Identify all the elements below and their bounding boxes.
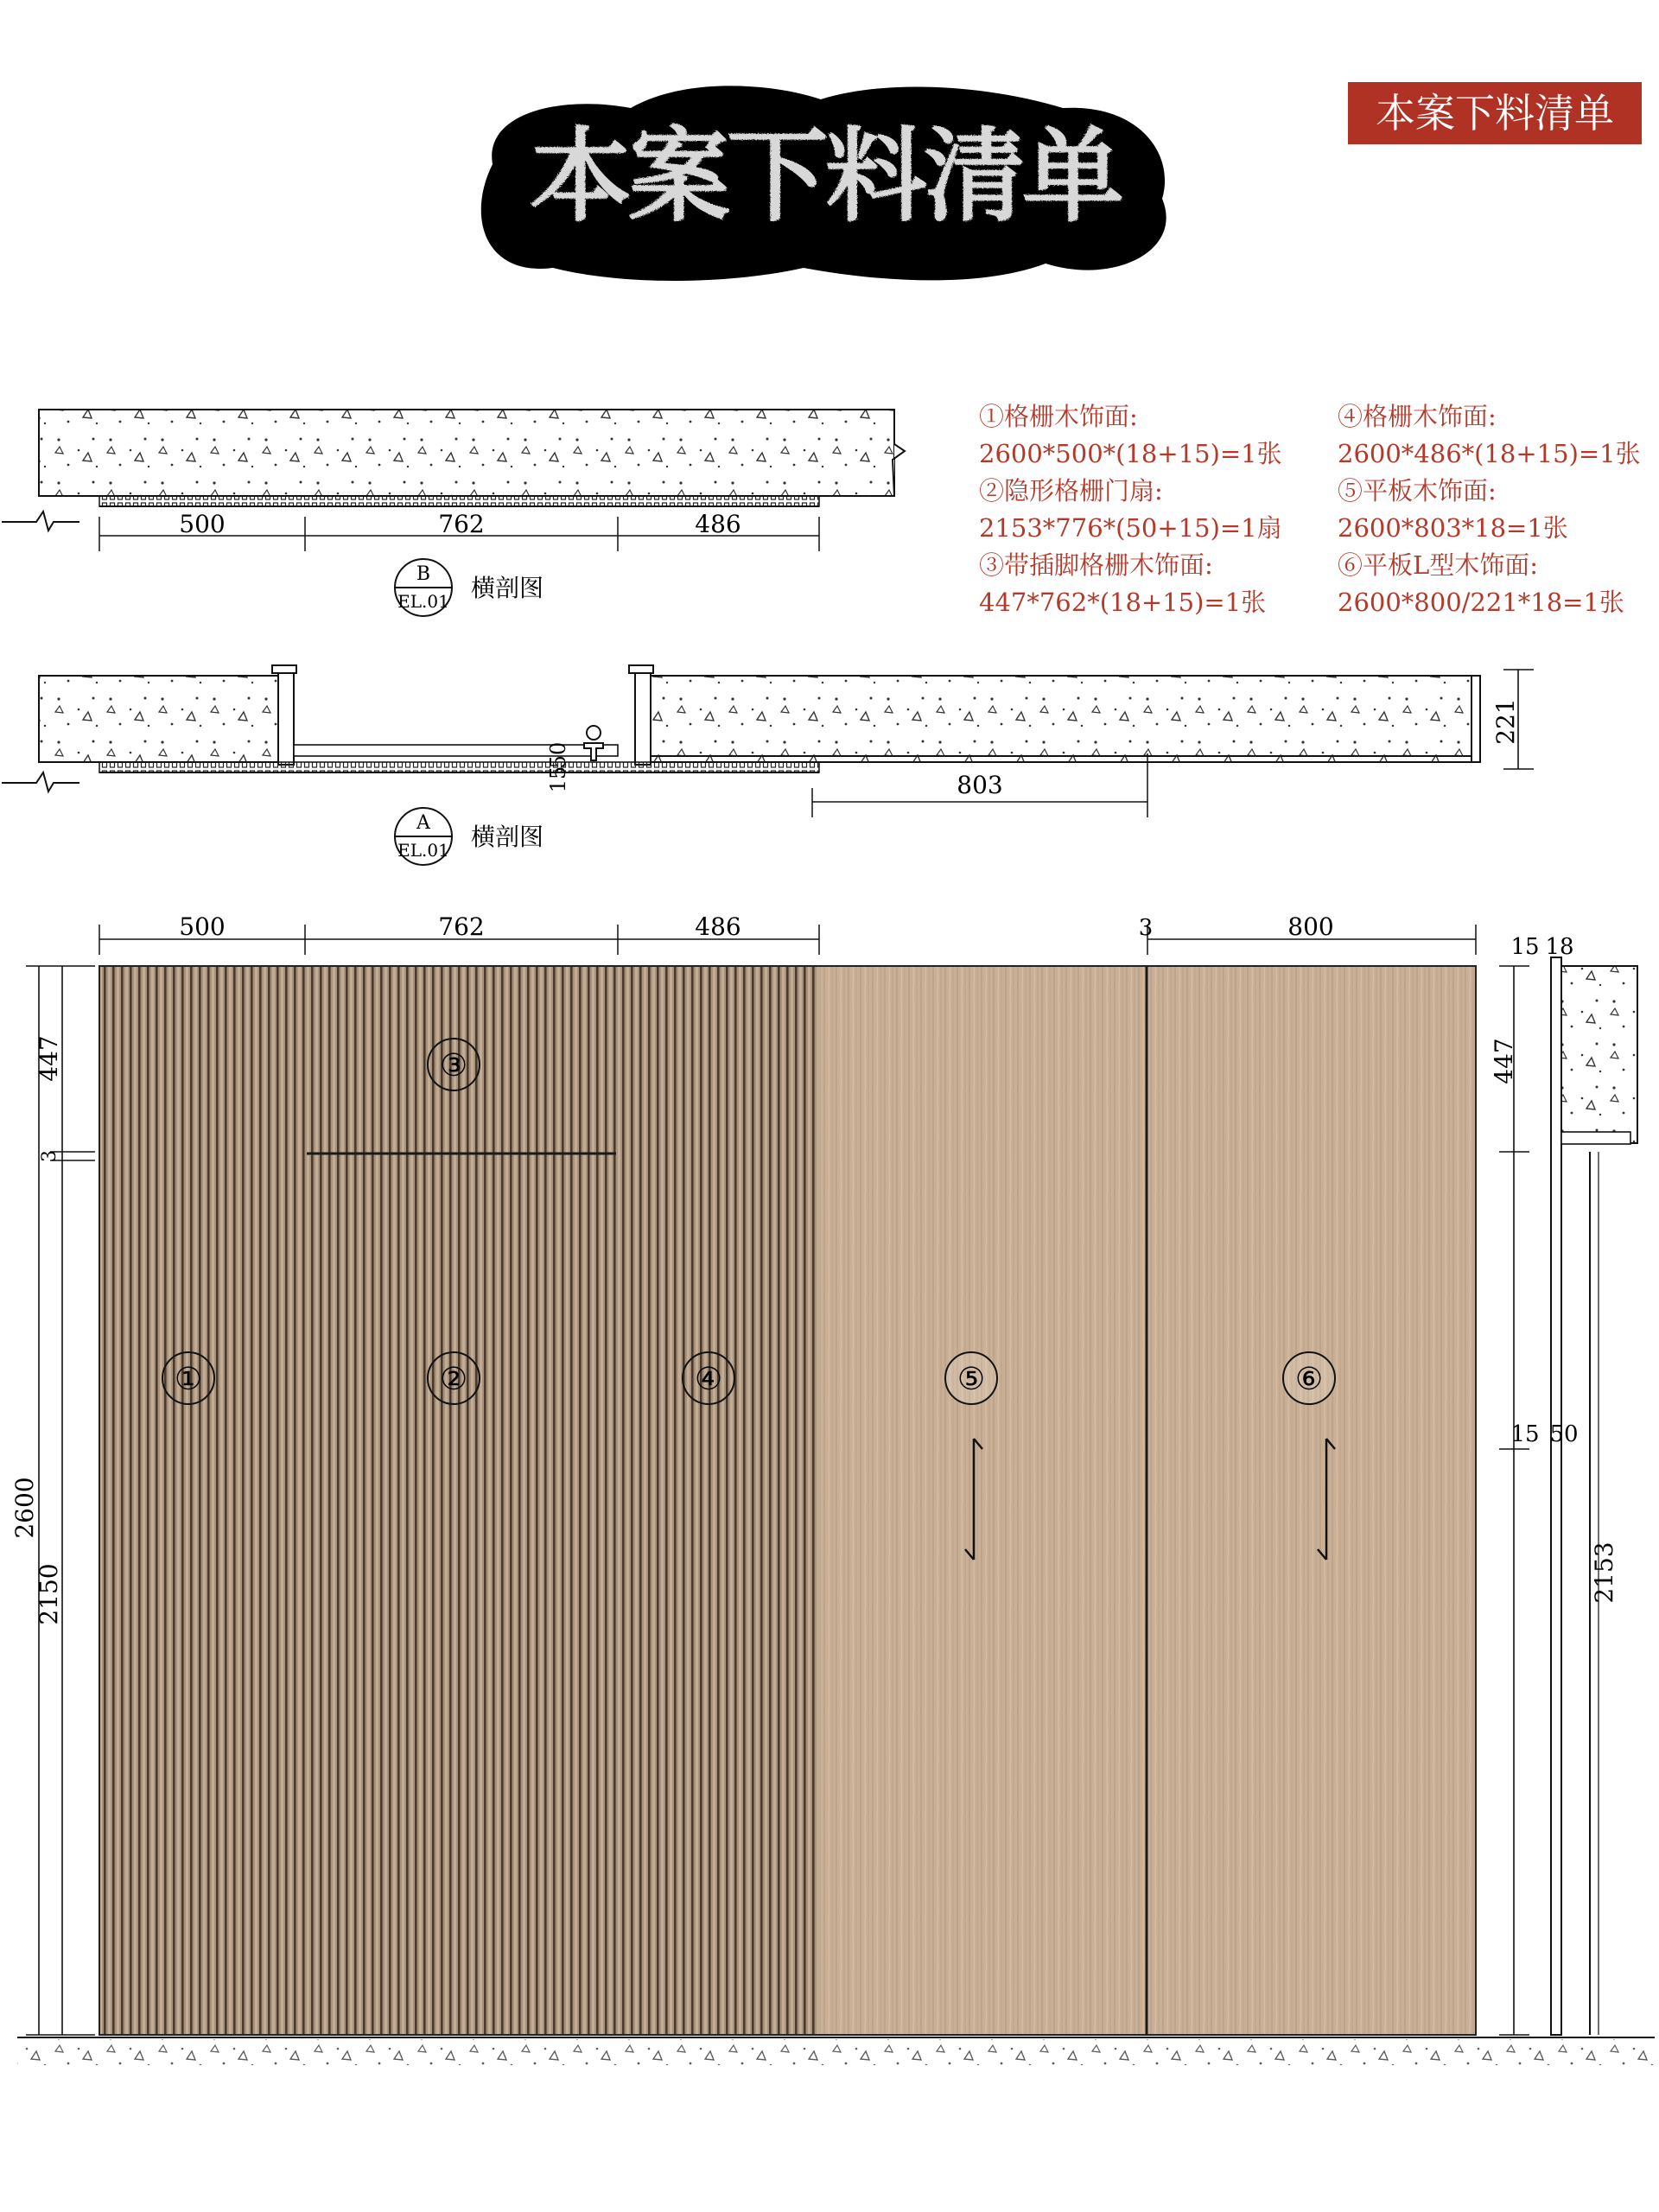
material-5-spec: 2600*803*18=1张 bbox=[1338, 513, 1568, 543]
panel-number-5: ⑤ bbox=[957, 1362, 986, 1397]
elev-top-dim-500: 500 bbox=[179, 912, 226, 941]
material-6-spec: 2600*800/221*18=1张 bbox=[1338, 588, 1624, 617]
section-a-dim-803: 803 bbox=[957, 771, 1003, 799]
side-dim-15-top: 15 bbox=[1510, 934, 1540, 960]
panel-number-2: ② bbox=[439, 1362, 468, 1397]
side-dim-50: 50 bbox=[1549, 1421, 1579, 1447]
section-b-label: 横剖图 bbox=[471, 574, 544, 602]
panel-number-1: ① bbox=[174, 1362, 203, 1397]
section-b-badge-top: B bbox=[416, 563, 431, 585]
slat-panels bbox=[99, 966, 819, 2035]
section-b-dim-2: 762 bbox=[438, 510, 485, 538]
elevation bbox=[10, 912, 1655, 2065]
section-a-badge-top: A bbox=[416, 812, 430, 834]
section-b bbox=[2, 410, 905, 616]
elev-top-dim-800: 800 bbox=[1287, 912, 1334, 941]
section-a-dim-15: 15 bbox=[546, 766, 570, 793]
side-dim-447: 447 bbox=[1490, 1038, 1518, 1084]
section-a bbox=[2, 665, 1534, 865]
panel-number-4: ④ bbox=[694, 1362, 723, 1397]
elev-top-dim-3: 3 bbox=[1138, 915, 1154, 941]
material-1-name: ①格栅木饰面: bbox=[979, 402, 1138, 431]
section-a-dim-50: 50 bbox=[546, 741, 570, 769]
material-3-name: ③带插脚格栅木饰面: bbox=[979, 550, 1213, 580]
panel-number-3: ③ bbox=[439, 1048, 468, 1084]
elev-top-dim-486: 486 bbox=[695, 912, 741, 941]
material-2-spec: 2153*776*(50+15)=1扇 bbox=[979, 513, 1282, 543]
material-3-spec: 447*762*(18+15)=1张 bbox=[979, 588, 1267, 617]
section-b-badge-bottom: EL.01 bbox=[397, 591, 449, 612]
section-a-label: 横剖图 bbox=[471, 823, 544, 851]
elev-left-dim-2150: 2150 bbox=[35, 1563, 63, 1625]
material-5-name: ⑤平板木饰面: bbox=[1338, 476, 1497, 505]
side-view bbox=[1490, 934, 1637, 2035]
section-a-dim-221: 221 bbox=[1491, 698, 1520, 745]
elev-left-dim-3: 3 bbox=[39, 1150, 60, 1162]
material-4-spec: 2600*486*(18+15)=1张 bbox=[1338, 439, 1641, 468]
material-4-name: ④格栅木饰面: bbox=[1338, 402, 1497, 431]
material-1-spec: 2600*500*(18+15)=1张 bbox=[979, 439, 1282, 468]
title-tag: 本案下料清单 bbox=[1348, 82, 1642, 144]
elev-left-dim-2600: 2600 bbox=[10, 1477, 39, 1539]
section-a-badge-bottom: EL.01 bbox=[397, 840, 449, 861]
elev-top-dim-762: 762 bbox=[438, 912, 485, 941]
title-text: 本案下料清单 bbox=[529, 117, 1122, 236]
side-dim-18: 18 bbox=[1545, 934, 1574, 960]
panel-number-6: ⑥ bbox=[1294, 1362, 1324, 1397]
material-6-name: ⑥平板L型木饰面: bbox=[1338, 550, 1539, 580]
section-b-dim-1: 500 bbox=[179, 510, 226, 538]
side-dim-2153: 2153 bbox=[1590, 1541, 1618, 1604]
side-dim-15: 15 bbox=[1510, 1421, 1540, 1447]
section-b-dim-3: 486 bbox=[695, 510, 741, 538]
material-2-name: ②隐形格栅门扇: bbox=[979, 476, 1163, 505]
elev-left-dim-447: 447 bbox=[35, 1035, 63, 1082]
